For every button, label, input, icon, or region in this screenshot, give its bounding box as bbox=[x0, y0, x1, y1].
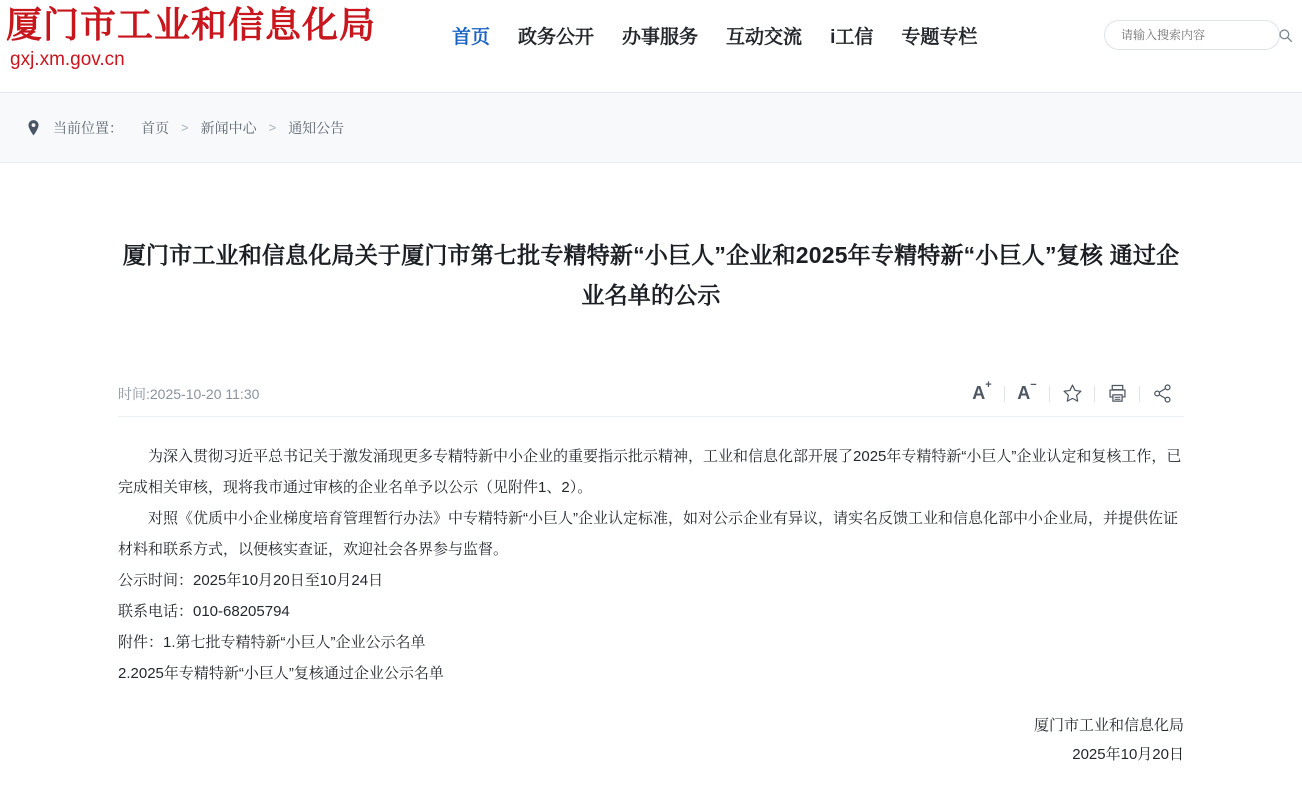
print-icon[interactable] bbox=[1095, 379, 1139, 409]
share-icon[interactable] bbox=[1140, 379, 1184, 409]
favorite-star-icon[interactable] bbox=[1050, 379, 1094, 409]
article-paragraph: 对照《优质中小企业梯度培育管理暂行办法》中专精特新“小巨人”企业认定标准，如对公示企业有异议，请实名反馈工业和信息化部中小企业局，并提供佐证材料和联系方式，以便核实查证，欢迎社会各界参与监督。 bbox=[118, 510, 1178, 558]
article-timestamp: 时间:2025-10-20 11:30 bbox=[118, 385, 260, 402]
main-nav bbox=[452, 22, 1104, 49]
article-info-line-publicity-period: 公示时间：2025年10月20日至10月24日 bbox=[118, 572, 384, 589]
article-signature-date: 2025年10月20日 bbox=[1072, 746, 1184, 763]
site-logo[interactable] bbox=[0, 0, 452, 72]
nav-item-government-affairs[interactable]: 政务公开 bbox=[518, 27, 595, 48]
nav-item-special-columns[interactable]: 专题专栏 bbox=[901, 27, 978, 48]
breadcrumb-label: 当前位置： bbox=[53, 119, 123, 136]
breadcrumb-item-news-center[interactable]: 新闻中心 bbox=[200, 119, 257, 136]
article-info-line-attachment-2: 2.2025年专精特新“小巨人”复核通过企业公示名单 bbox=[118, 665, 444, 682]
article-body bbox=[118, 417, 1184, 769]
article bbox=[0, 163, 1302, 769]
location-pin-icon bbox=[26, 119, 41, 137]
search-input[interactable] bbox=[1119, 27, 1278, 43]
article-info-line-attachment-1: 附件：1.第七批专精特新“小巨人”企业公示名单 bbox=[118, 634, 426, 651]
search-box[interactable] bbox=[1104, 20, 1280, 50]
article-signature-block bbox=[118, 711, 1184, 769]
breadcrumb-separator: > bbox=[181, 120, 189, 135]
breadcrumb bbox=[0, 93, 1302, 163]
article-toolbar bbox=[960, 379, 1184, 409]
site-header bbox=[0, 0, 1302, 93]
article-signature: 厦门市工业和信息化局 bbox=[1033, 717, 1184, 734]
breadcrumb-separator: > bbox=[268, 120, 277, 135]
search-icon[interactable] bbox=[1278, 28, 1293, 43]
nav-item-interaction[interactable]: 互动交流 bbox=[726, 27, 803, 48]
breadcrumb-item-home[interactable]: 首页 bbox=[141, 119, 169, 136]
font-decrease-button[interactable]: A− bbox=[1017, 379, 1037, 403]
site-logo-domain: gxj.xm.gov.cn bbox=[10, 49, 125, 70]
article-info-line-phone: 联系电话：010-68205794 bbox=[118, 603, 290, 620]
nav-item-services[interactable]: 办事服务 bbox=[622, 27, 699, 48]
site-logo-title: 厦门市工业和信息化局 bbox=[6, 4, 377, 45]
breadcrumb-item-notices[interactable]: 通知公告 bbox=[288, 119, 345, 136]
article-meta-row bbox=[118, 371, 1184, 417]
font-increase-button[interactable]: A+ bbox=[972, 379, 992, 403]
article-paragraph: 为深入贯彻习近平总书记关于激发涌现更多专精特新中小企业的重要指示批示精神，工业和信息化部开展了2025年专精特新“小巨人”企业认定和复核工作，已完成相关审核，现将我市通过审核的企业名单予以公示（见附件1、2）。 bbox=[118, 448, 1182, 496]
page-title: 厦门市工业和信息化局关于厦门市第七批专精特新“小巨人”企业和2025年专精特新“小巨人”复核 通过企业名单的公示 bbox=[122, 242, 1180, 308]
nav-item-igongxin[interactable]: i工信 bbox=[830, 27, 874, 48]
nav-item-home[interactable]: 首页 bbox=[452, 27, 491, 48]
